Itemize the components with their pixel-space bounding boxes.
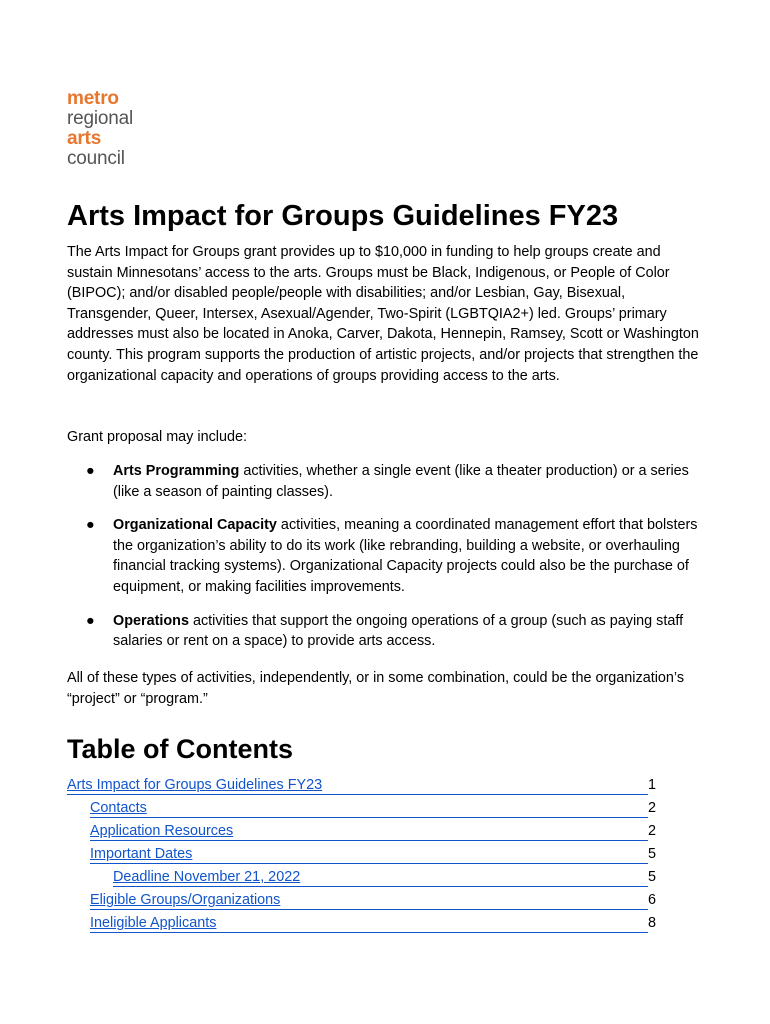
bullet-bold: Organizational Capacity [113,517,277,534]
logo-line-arts: arts [67,128,102,149]
logo-line-metro: metro [67,88,119,109]
toc-entry-deadline[interactable] [67,867,660,890]
table-of-contents [67,775,660,936]
toc-entry-link[interactable]: Important Dates [90,846,648,864]
toc-entry-important-dates[interactable] [67,844,660,867]
bullet-dot-icon: ● [86,517,95,534]
toc-entry-link[interactable]: Contacts [90,800,648,818]
closing-paragraph: All of these types of activities, independently, or in some combination, could be the organization’s “project” or “program.” [67,670,685,707]
document-title: Arts Impact for Groups Guidelines FY23 [67,200,619,232]
toc-page-number: 2 [648,800,657,816]
bullet-text: activities that support the ongoing operations of a group (such as paying staff salaries or rent on a space) to provide arts access. [113,612,684,650]
toc-page-number: 5 [648,846,657,862]
toc-page-number: 5 [648,869,657,885]
bullet-item-arts-programming [67,461,707,502]
toc-page-number: 1 [648,777,657,793]
bullet-bold: Operations [113,612,189,629]
toc-entry-application-resources[interactable] [67,821,660,844]
toc-entry-link[interactable]: Eligible Groups/Organizations [90,892,648,910]
bullet-item-organizational-capacity [67,515,707,597]
intro-paragraph: The Arts Impact for Groups grant provides up to $10,000 in funding to help groups create and sustain Minnesotans’ access to the arts. Groups must be Black, Indigenous, or People of Color (BIPOC); and/or disabled people/people with disabilities; and/or Lesbian, Gay, Bisexual, Transgender, Queer, Intersex, Asexual/Agender, Two-Spirit (LGBTQIA2+) led. Groups’ primary addresses must also be located in Anoka, Carver, Dakota, Hennepin, Ramsey, Scott or Washington county. This program supports the production of artistic projects, and/or projects that strengthen the organizational capacity and operations of groups providing access to the arts. [67,244,699,384]
toc-entry-guidelines[interactable] [67,775,660,798]
bullet-bold: Arts Programming [113,463,240,479]
toc-heading: Table of Contents [67,734,293,764]
toc-entry-eligible-groups[interactable] [67,890,660,913]
proposal-intro: Grant proposal may include: [67,429,247,445]
toc-entry-link[interactable]: Application Resources [90,823,648,841]
bullet-text: activities, whether a single event (like a theater production) or a series (like a season of painting classes). [113,463,689,500]
toc-entry-link[interactable]: Ineligible Applicants [90,915,648,933]
toc-entry-contacts[interactable] [67,798,660,821]
logo [67,89,133,169]
toc-page-number: 8 [648,915,657,931]
bullet-text: activities, meaning a coordinated management effort that bolsters the organization’s ability to do its work (like rebranding, building a website, or overhauling financial tracking systems). Organizational Capacity projects could also be the purchase of equipment, or making facilities improvements. [113,517,698,595]
bullet-dot-icon: ● [86,463,95,479]
logo-line-council: council [67,148,125,169]
toc-entry-link[interactable]: Arts Impact for Groups Guidelines FY23 [67,777,648,795]
toc-page-number: 6 [648,892,657,908]
bullet-dot-icon: ● [86,612,95,629]
bullet-list [67,461,707,665]
toc-entry-link[interactable]: Deadline November 21, 2022 [113,869,648,887]
bullet-item-operations [67,611,707,652]
logo-line-regional: regional [67,108,134,129]
toc-entry-ineligible-applicants[interactable] [67,913,660,936]
toc-page-number: 2 [648,823,657,839]
